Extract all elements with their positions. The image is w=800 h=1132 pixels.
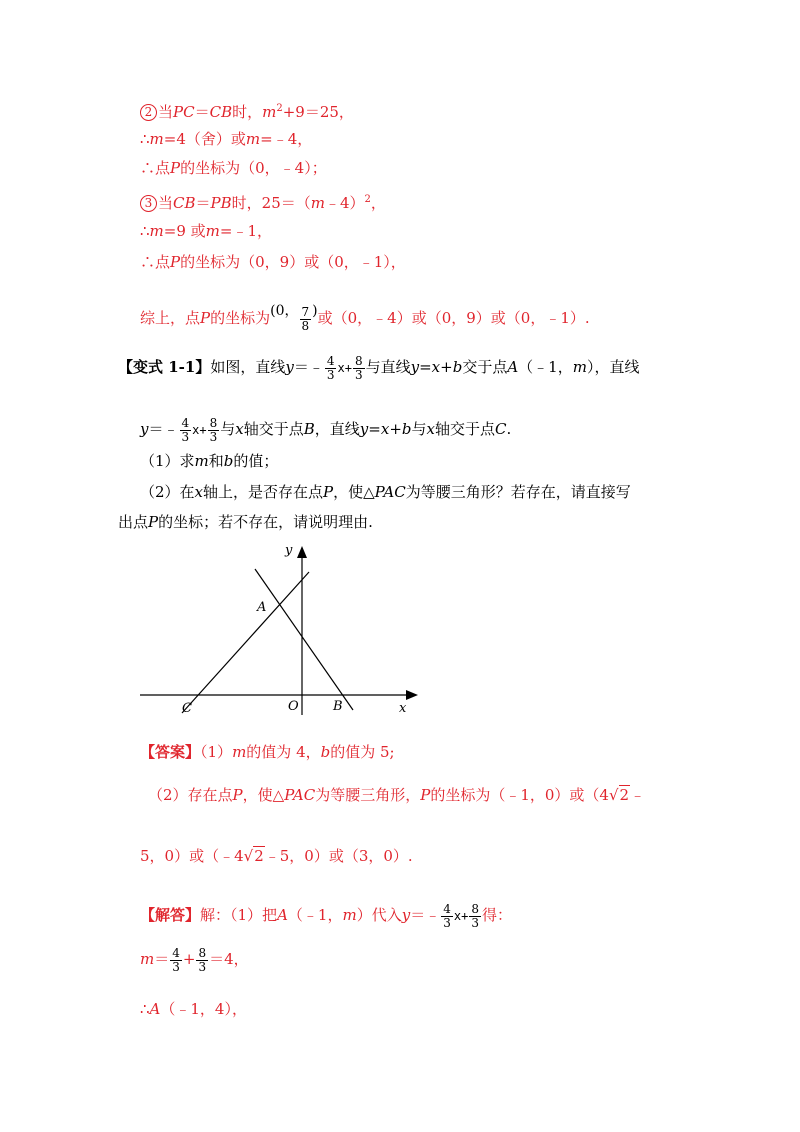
circled-number: 2 <box>140 104 157 121</box>
point-label-b: B <box>333 699 343 714</box>
question-2-cont: 出点P的坐标；若不存在，请说明理由. <box>118 513 373 531</box>
question-2: （2）在x轴上，是否存在点P，使△PAC为等腰三角形？若存在，请直接写 <box>140 483 631 501</box>
line-ac <box>182 572 309 713</box>
axis-label-y: y <box>285 543 293 558</box>
solution-line-1: 【解答】解：（1）把A（﹣1，m）代入y＝﹣ $\frac{4}{3}$ x+ $\frac{8}{3}$ 得： <box>140 901 512 930</box>
point-label-a: A <box>257 600 267 615</box>
answer-line-2: （2）存在点P，使△PAC为等腰三角形，P的坐标为（﹣1，0）或（4√2﹣ <box>148 786 646 804</box>
fraction: $\frac{8}{3}$ <box>354 353 363 382</box>
axis-label-x: x <box>399 701 407 716</box>
solution-line-2: m＝ $\frac{4}{3}$ + $\frac{8}{3}$ ＝4， <box>140 945 249 974</box>
sqrt-symbol: √2 <box>608 786 630 804</box>
fraction: $\frac{4}{3}$ <box>443 901 451 930</box>
solution-case-2: 2 当PC＝CB时，$m^2+9=25$， <box>140 98 354 123</box>
fraction: $\frac{4}{3}$ <box>181 415 190 444</box>
answer-tag: 【答案】 <box>140 743 201 761</box>
solution-line: ∴m=4（舍）或m=﹣4， <box>140 130 313 148</box>
answer-line-3: 5，0）或（﹣4√2﹣5，0）或（3，0）. <box>140 847 413 865</box>
solution-tag: 【解答】 <box>140 906 201 924</box>
circled-number: 3 <box>140 195 157 212</box>
answer-line-1: 【答案】（1）m的值为 4，b的值为 5; <box>140 743 395 761</box>
fraction: $\frac{8}{3}$ <box>209 415 218 444</box>
fraction: $\frac{4}{3}$ <box>326 353 335 382</box>
line-ab <box>255 569 353 710</box>
solution-line: ∴点P的坐标为（0，﹣4）； <box>140 159 327 177</box>
problem-line-1: 【变式 1-1】如图，直线y＝﹣ $\frac{4}{3}$ x+ $\frac{8}{3}$ 与直线y=x+b交于点A（﹣1，m），直线 <box>118 353 640 382</box>
fraction: $\frac{8}{3}$ <box>471 901 479 930</box>
y-axis-arrow-icon <box>297 546 307 558</box>
fraction: $\frac{8}{3}$ <box>198 945 207 974</box>
problem-line-2: y＝﹣ $\frac{4}{3}$ x+ $\frac{8}{3}$ 与x轴交于点B，直线y=x+b与x轴交于点C. <box>140 415 512 444</box>
solution-case-3: 3 当CB＝PB时，25＝（m﹣4）$^2$， <box>140 189 386 214</box>
problem-tag: 【变式 1-1】 <box>118 358 211 376</box>
point-label-c: C <box>182 701 192 716</box>
fraction: $\frac{4}{3}$ <box>172 945 180 974</box>
solution-line: ∴点P的坐标为（0，9）或（0，﹣1）， <box>140 253 406 271</box>
fraction: $\frac{7}{8}$ <box>301 304 310 333</box>
x-axis-arrow-icon <box>406 690 418 700</box>
solution-line: ∴m=9 或m=﹣1， <box>140 222 273 240</box>
sqrt-symbol: √2 <box>243 847 264 865</box>
solution-summary: 综上，点P的坐标为(0， $\frac{7}{8}$ )或（0，﹣4）或（0，9）或（0，﹣1）. <box>140 303 590 333</box>
solution-line-3: ∴A（﹣1，4）， <box>140 1000 247 1018</box>
question-1: （1）求m和b的值； <box>140 452 279 470</box>
point-label-o: O <box>288 699 299 714</box>
